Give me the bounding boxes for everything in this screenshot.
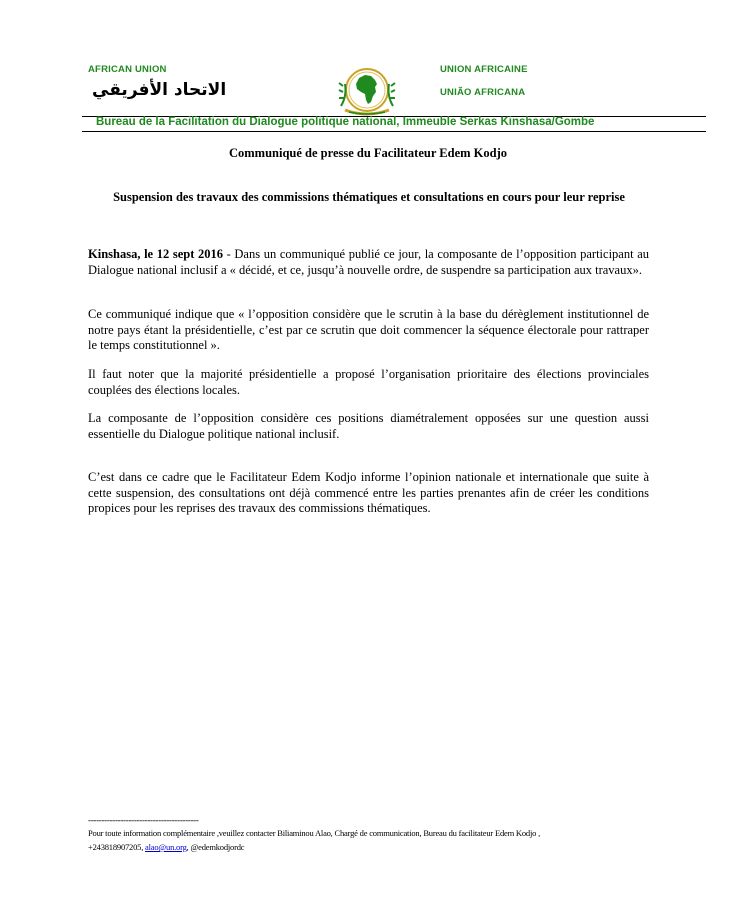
- african-union-label: AFRICAN UNION: [88, 64, 167, 75]
- footnote: [88, 826, 658, 854]
- paragraph-2: Ce communiqué indique que « l’opposition considère que le scrutin à la base du dérèglement institutionnel de notre pays étant la présidentielle, c’est par ce scrutin que doit commencer la séquence électorale pour rattraper le temps constitutionnel ».: [88, 307, 649, 352]
- african-union-arabic-label: الاتحاد الأفريقي: [92, 80, 227, 100]
- union-africaine-label: UNION AFRICAINE: [440, 64, 528, 75]
- press-release-title: Communiqué de presse du Facilitateur Edem Kodjo: [228, 146, 508, 160]
- paragraph-4: La composante de l’opposition considère ces positions diamétralement opposées sur une question aussi essentielle du Dialogue politique national inclusif.: [88, 411, 649, 441]
- paragraph-5: C’est dans ce cadre que le Facilitateur Edem Kodjo informe l’opinion nationale et internationale que suite à cette suspension, des consultations ont déjà commencé entre les parties prenantes afin de créer les conditions propices pour les reprises des travaux des commissions thématiques.: [88, 470, 649, 515]
- dateline: Kinshasa, le 12 sept 2016: [88, 247, 223, 261]
- paragraph-1: [88, 247, 649, 278]
- footnote-handle: , @edemkodjordc: [186, 842, 245, 852]
- footnote-contact: [88, 840, 658, 854]
- uniao-africana-label: UNIÃO AFRICANA: [440, 87, 526, 98]
- press-release-subject: Suspension des travaux des commissions thématiques et consultations en cours pour leur reprise: [113, 190, 625, 204]
- footnote-rule: -----------------------------------------: [88, 815, 199, 825]
- footnote-phone: +243818907205,: [88, 842, 146, 852]
- bureau-address: Bureau de la Facilitation du Dialogue politique national, Immeuble Serkas Kinshasa/Gombe: [96, 116, 595, 128]
- footnote-info: Pour toute information complémentaire ,veuillez contacter Biliaminou Alao, Chargé de communication, Bureau du facilitateur Edem Kodjo ,: [88, 828, 541, 838]
- african-union-emblem-icon: [331, 62, 403, 120]
- paragraph-1-text: - Dans un communiqué publié ce jour, la composante de l’opposition participant au Dialogue national inclusif a « décidé, et ce, jusqu’à nouvelle ordre, de suspendre sa participation aux travaux».: [88, 247, 649, 277]
- paragraph-3: Il faut noter que la majorité présidentielle a proposé l’organisation prioritaire des élections provinciales couplées des élections locales.: [88, 367, 649, 397]
- footnote-email-link[interactable]: alao@un.org: [145, 842, 187, 852]
